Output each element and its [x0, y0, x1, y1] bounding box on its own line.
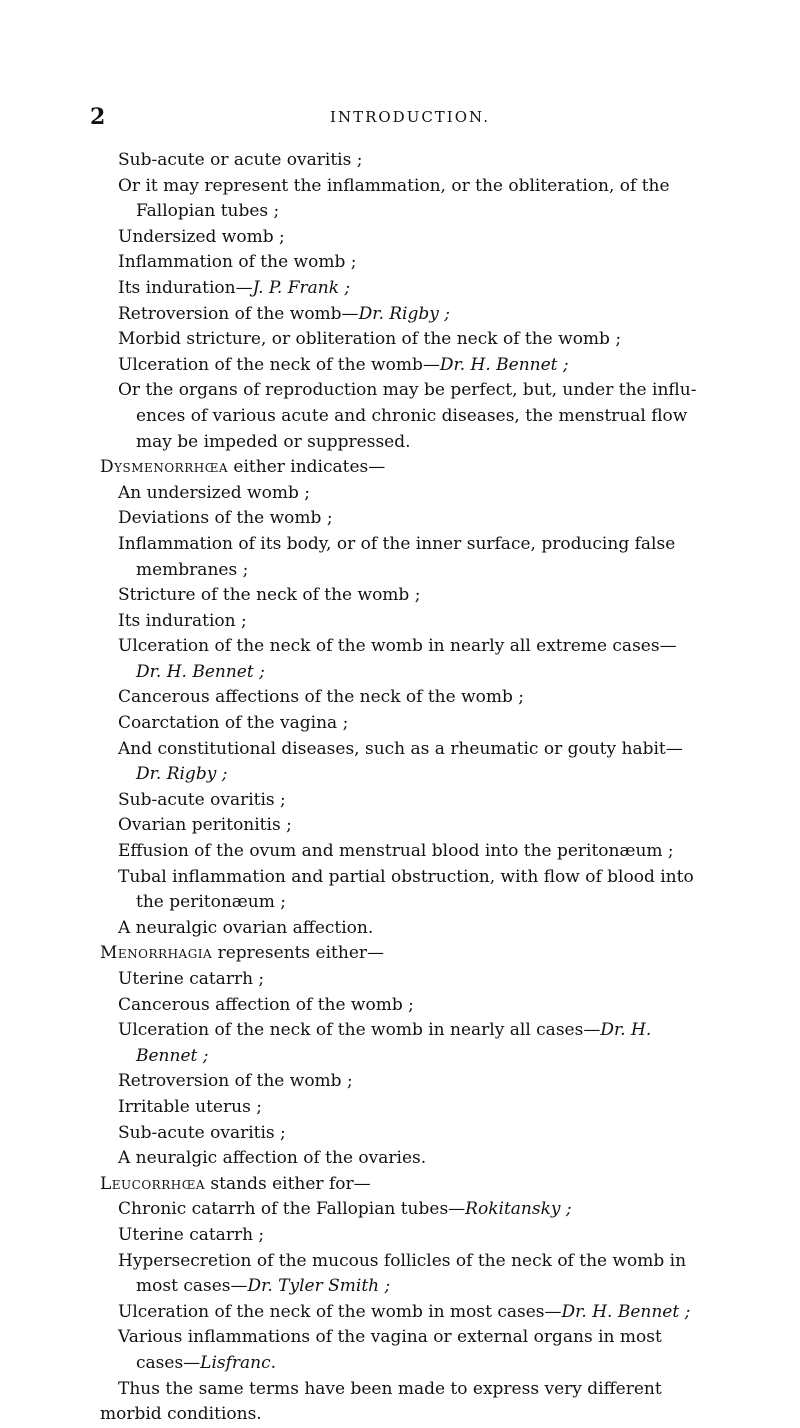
line-text: Deviations of the womb ;	[118, 508, 333, 529]
text-line	[100, 1172, 720, 1198]
line-text: Various inflammations of the vagina or external organs in most	[118, 1327, 662, 1348]
line-text: Ulceration of the neck of the womb in nearly all cases—	[118, 1020, 601, 1041]
line-text: either indicates—	[228, 457, 386, 478]
section-heading: Menorrhagia	[100, 943, 213, 964]
line-text: Ulceration of the neck of the womb in nearly all extreme cases—	[118, 636, 677, 657]
line-text: cases—	[136, 1352, 201, 1373]
text-line	[100, 685, 720, 711]
citation: Rokitansky ;	[465, 1199, 572, 1220]
line-text: Sub-acute ovaritis ;	[118, 1122, 286, 1143]
text-line	[100, 1197, 720, 1223]
line-text: Thus the same terms have been made to express very different	[118, 1378, 662, 1399]
line-text: Stricture of the neck of the womb ;	[118, 585, 421, 606]
text-line	[100, 1146, 720, 1172]
body-text	[100, 148, 720, 1428]
citation: Dr. Rigby ;	[358, 303, 450, 324]
running-head: INTRODUCTION.	[330, 108, 490, 126]
text-line	[100, 1377, 720, 1403]
text-line	[100, 711, 720, 737]
text-line	[100, 916, 720, 942]
text-line	[100, 583, 720, 609]
line-text: most cases—	[136, 1276, 248, 1297]
text-line	[100, 558, 720, 584]
line-text: And constitutional diseases, such as a rheumatic or gouty habit—	[118, 738, 683, 759]
line-text: morbid conditions.	[100, 1404, 262, 1425]
text-line	[100, 660, 720, 686]
text-line	[100, 941, 720, 967]
text-line	[100, 737, 720, 763]
text-line	[100, 1121, 720, 1147]
line-text: membranes ;	[136, 559, 249, 580]
line-text: represents either—	[212, 943, 385, 964]
line-text: A neuralgic ovarian affection.	[118, 917, 374, 938]
line-text: Or it may represent the inflammation, or the obliteration, of the	[118, 175, 670, 196]
text-line	[100, 225, 720, 251]
text-line	[100, 378, 720, 404]
line-text: Its induration ;	[118, 610, 247, 631]
line-text: Undersized womb ;	[118, 226, 285, 247]
text-line	[100, 532, 720, 558]
text-line	[100, 1351, 720, 1377]
line-text: Uterine catarrh ;	[118, 969, 265, 989]
text-line	[100, 865, 720, 891]
text-line	[100, 1274, 720, 1300]
line-text: Chronic catarrh of the Fallopian tubes—	[118, 1199, 466, 1220]
line-text: the peritonæum ;	[136, 892, 286, 913]
text-line	[100, 455, 720, 481]
text-line	[100, 1044, 720, 1070]
text-line	[100, 890, 720, 916]
citation: Dr. Tyler Smith ;	[247, 1276, 391, 1297]
text-line	[100, 1069, 720, 1095]
text-line	[100, 506, 720, 532]
line-text: Effusion of the ovum and menstrual blood into the peritonæum ;	[118, 841, 674, 862]
line-text: Inflammation of the womb ;	[118, 252, 357, 273]
text-line	[100, 430, 720, 456]
line-text: ences of various acute and chronic diseases, the menstrual flow	[136, 405, 688, 426]
line-text: Uterine catarrh ;	[118, 1224, 265, 1245]
line-text: Ulceration of the neck of the womb—	[118, 354, 440, 375]
line-text: stands either for—	[205, 1173, 371, 1194]
line-text: Hypersecretion of the mucous follicles of the neck of the womb in	[118, 1250, 687, 1271]
text-line	[100, 1095, 720, 1121]
line-text: Inflammation of its body, or of the inner surface, producing false	[118, 533, 676, 554]
text-line	[100, 1223, 720, 1249]
text-line	[100, 174, 720, 200]
citation: Bennet ;	[136, 1045, 209, 1066]
text-line	[100, 353, 720, 379]
line-text: Cancerous affections of the neck of the womb ;	[118, 687, 524, 708]
line-text: Ulceration of the neck of the womb in most cases—	[118, 1301, 562, 1322]
text-line	[100, 1325, 720, 1351]
line-text: A neuralgic affection of the ovaries.	[118, 1148, 427, 1169]
text-line	[100, 148, 720, 174]
line-text: Coarctation of the vagina ;	[118, 713, 349, 734]
line-text: may be impeded or suppressed.	[136, 431, 411, 452]
text-line	[100, 250, 720, 276]
citation: J. P. Frank ;	[252, 277, 351, 298]
text-line	[100, 1300, 720, 1326]
text-line	[100, 404, 720, 430]
text-line	[100, 481, 720, 507]
text-line	[100, 1249, 720, 1275]
line-text: Morbid stricture, or obliteration of the neck of the womb ;	[118, 329, 622, 350]
line-text: Or the organs of reproduction may be perfect, but, under the influ-	[118, 380, 697, 401]
text-line	[100, 327, 720, 353]
line-text: Ovarian peritonitis ;	[118, 815, 292, 836]
text-line	[100, 302, 720, 328]
citation: Dr. H.	[600, 1020, 652, 1041]
text-line	[100, 634, 720, 660]
line-text: Its induration—	[118, 277, 253, 298]
line-text: Retroversion of the womb ;	[118, 1071, 353, 1092]
line-text: Fallopian tubes ;	[136, 201, 280, 222]
citation: Dr. H. Bennet ;	[136, 661, 265, 682]
citation: Lisfranc.	[200, 1352, 277, 1373]
text-line	[100, 839, 720, 865]
citation: Dr. H. Bennet ;	[561, 1301, 691, 1322]
page-header	[90, 104, 730, 128]
line-text: Tubal inflammation and partial obstruction, with flow of blood into	[118, 866, 694, 887]
text-line	[100, 813, 720, 839]
section-heading: Leucorrhœa	[100, 1173, 206, 1194]
text-line	[100, 276, 720, 302]
line-text: Cancerous affection of the womb ;	[118, 994, 414, 1015]
line-text: Retroversion of the womb—	[118, 303, 359, 324]
section-heading: Dysmenorrhœa	[100, 457, 229, 478]
text-line	[100, 788, 720, 814]
citation: Dr. H. Bennet ;	[439, 354, 569, 375]
text-line	[100, 993, 720, 1019]
text-line	[100, 762, 720, 788]
text-line	[100, 1402, 720, 1428]
line-text: Irritable uterus ;	[118, 1096, 262, 1117]
text-line	[100, 1018, 720, 1044]
text-line	[100, 967, 720, 993]
line-text: Sub-acute ovaritis ;	[118, 789, 286, 810]
line-text: Sub-acute or acute ovaritis ;	[118, 150, 363, 170]
page-number: 2	[90, 104, 106, 130]
line-text: An undersized womb ;	[118, 482, 310, 503]
text-line	[100, 199, 720, 225]
text-line	[100, 609, 720, 635]
citation: Dr. Rigby ;	[136, 764, 228, 785]
